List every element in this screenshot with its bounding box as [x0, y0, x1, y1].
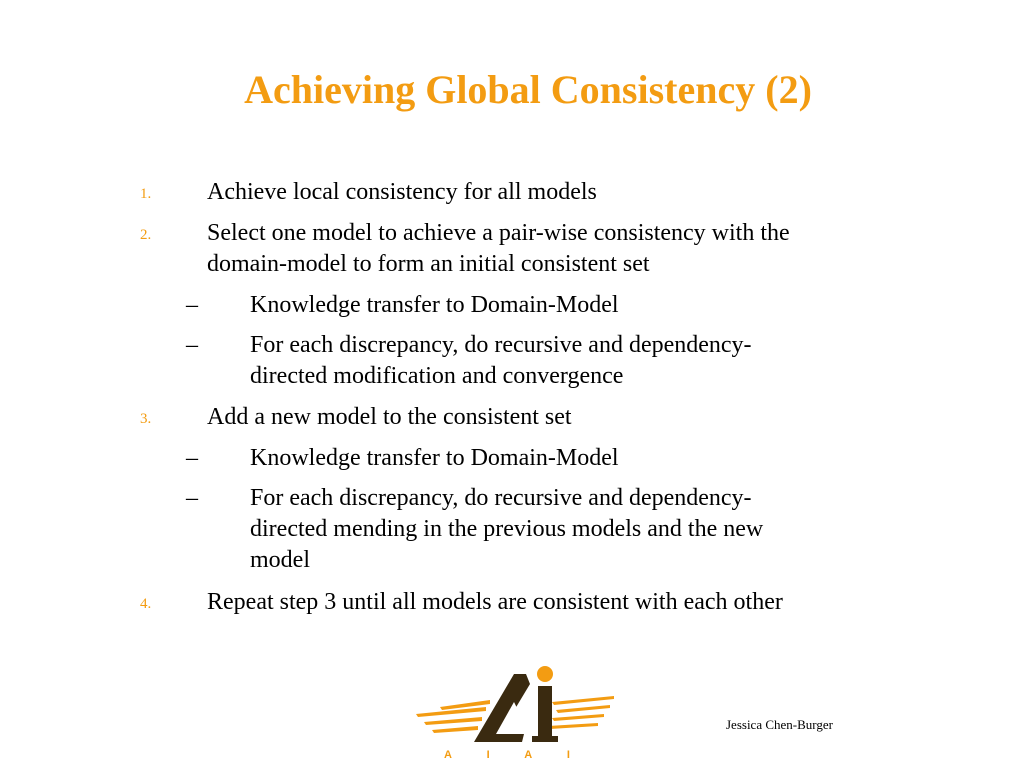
- logo-stripes-right: [548, 696, 614, 729]
- list-item-line: For each discrepancy, do recursive and dependency-: [250, 332, 752, 358]
- list-item-line: directed modification and convergence: [250, 363, 624, 389]
- list-number: 4.: [140, 596, 152, 612]
- list-item-line: Achieve local consistency for all models: [207, 179, 597, 205]
- list-item-line: For each discrepancy, do recursive and dependency-: [250, 485, 752, 511]
- aiai-logo-graphic: [414, 662, 616, 762]
- list-item-line: model: [250, 547, 310, 573]
- list-item-line: Knowledge transfer to Domain-Model: [250, 445, 619, 471]
- list-item-line: Repeat step 3 until all models are consistent with each other: [207, 589, 783, 615]
- dash-marker: –: [186, 332, 198, 358]
- list-item-line: domain-model to form an initial consistent set: [207, 251, 650, 277]
- list-item-line: Add a new model to the consistent set: [207, 404, 572, 430]
- dash-marker: –: [186, 485, 198, 511]
- aiai-logo: [414, 662, 616, 762]
- author-footer: Jessica Chen-Burger: [726, 717, 833, 732]
- list-number: 2.: [140, 227, 152, 243]
- list-item-line: Knowledge transfer to Domain-Model: [250, 292, 619, 318]
- list-number: 1.: [140, 186, 152, 202]
- logo-caption: A I A I: [444, 749, 586, 761]
- dash-marker: –: [186, 445, 198, 471]
- list-item-line: directed mending in the previous models and the new: [250, 516, 764, 542]
- slide-title: Achieving Global Consistency (2): [244, 67, 812, 112]
- list-number: 3.: [140, 411, 152, 427]
- list-item-line: Select one model to achieve a pair-wise consistency with the: [207, 220, 790, 246]
- dash-marker: –: [186, 292, 198, 318]
- logo-stripes-left: [416, 700, 490, 733]
